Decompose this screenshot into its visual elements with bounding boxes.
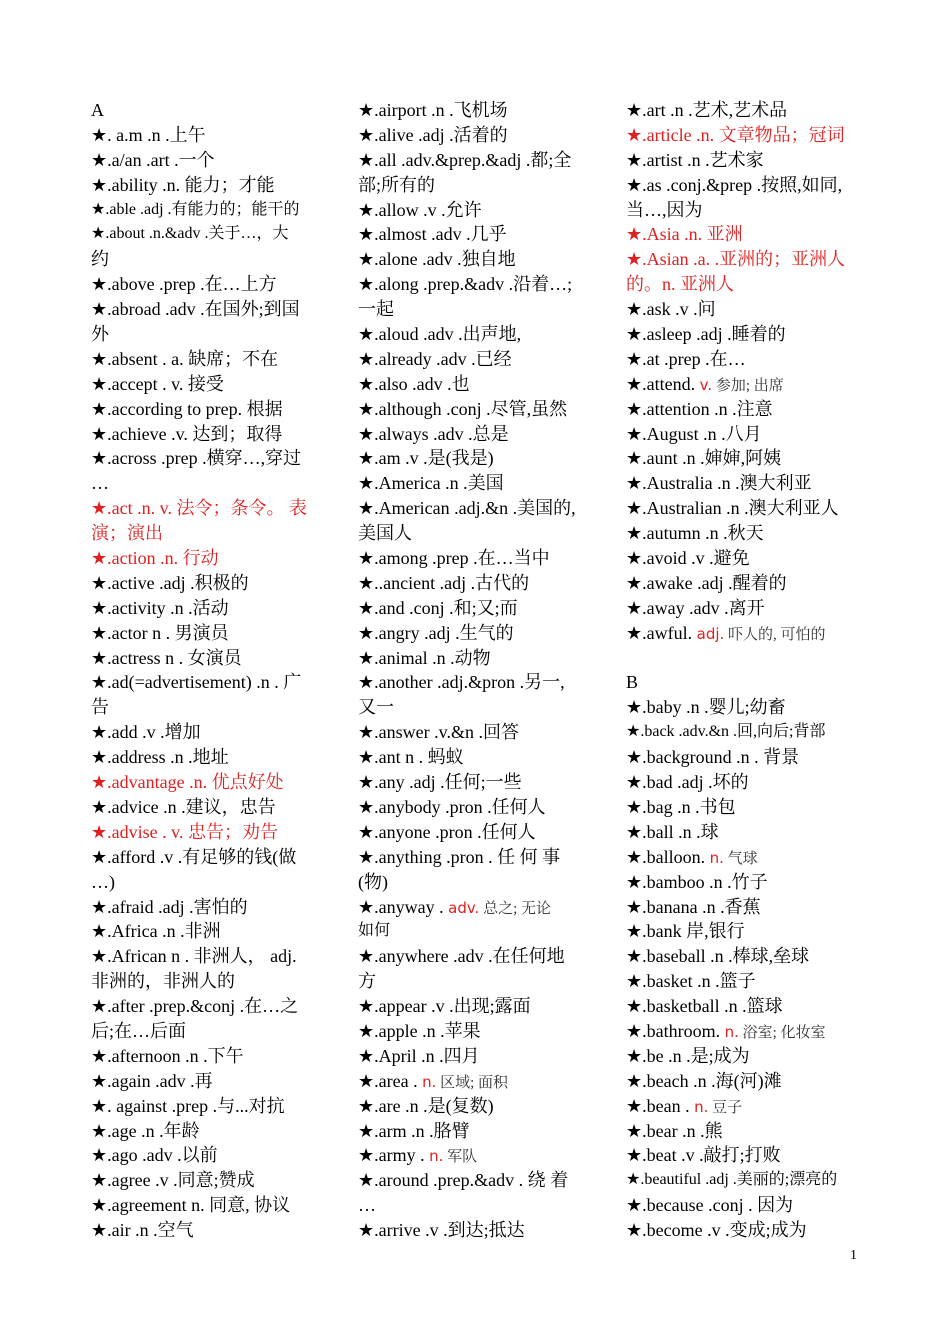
vocab-line	[91, 297, 327, 322]
vocab-line	[358, 820, 594, 845]
gloss: 浴室; 化妆室	[738, 1024, 826, 1041]
vocab-text: ★.beautiful .adj .美丽的;漂亮的	[626, 1171, 838, 1189]
vocab-line	[358, 1168, 594, 1193]
vocab-text: ★.aloud .adv .出声地,	[358, 324, 522, 345]
vocab-text: ★.actress n . 女演员	[91, 647, 242, 668]
vocab-line	[358, 1069, 594, 1094]
vocab-text: ★.Australian .n .澳大利亚人	[626, 498, 839, 519]
vocab-text: ★.be .n .是;成为	[626, 1045, 750, 1066]
vocab-text: ★.bear .n .熊	[626, 1120, 723, 1141]
vocab-text: …	[91, 473, 109, 494]
vocab-line	[358, 123, 594, 148]
vocab-line	[626, 422, 862, 447]
vocab-line	[91, 571, 327, 596]
vocab-line	[358, 695, 594, 720]
vocab-line	[91, 820, 327, 845]
part-of-speech: n.	[709, 848, 724, 867]
vocab-text: A	[91, 100, 104, 120]
vocab-line	[91, 770, 327, 795]
vocab-line	[358, 521, 594, 546]
vocab-text: ★.background .n . 背景	[626, 747, 800, 768]
vocab-line	[626, 1218, 862, 1243]
vocab-text: ★.action .n. 行动	[91, 548, 219, 569]
vocab-line	[358, 446, 594, 471]
vocab-text: ★.appear .v .出现;露面	[358, 996, 531, 1017]
vocab-line	[91, 1094, 327, 1119]
vocab-line	[626, 173, 862, 198]
vocab-line	[626, 1168, 862, 1193]
vocab-text: ★.aunt .n .婶婶,阿姨	[626, 448, 782, 469]
part-of-speech: v.	[699, 375, 713, 394]
vocab-text: ★.arrive .v .到达;抵达	[358, 1220, 525, 1241]
vocab-line	[91, 845, 327, 870]
vocab-text: ★.attention .n .注意	[626, 398, 773, 419]
vocab-text: ★.bean .	[626, 1095, 695, 1116]
vocab-text: ★.beat .v .敲打;打败	[626, 1145, 781, 1166]
vocab-text: ★.away .adv .离开	[626, 597, 765, 618]
vocab-line	[91, 1044, 327, 1069]
vocab-text: ★.address .n .地址	[91, 747, 229, 768]
vocab-text: ★.achieve .v. 达到；取得	[91, 423, 283, 444]
vocab-text: ★.African n . 非洲人， adj.	[91, 946, 297, 967]
vocab-line	[358, 1193, 594, 1218]
vocab-text: ★.ask .v .问	[626, 299, 716, 320]
vocab-text: ★.all .adv.&prep.&adj .都;全	[358, 149, 572, 170]
vocab-text: 部;所有的	[358, 174, 436, 195]
vocab-line	[358, 770, 594, 795]
vocab-text: ★.add .v .增加	[91, 722, 201, 743]
vocab-text: ★.autumn .n .秋天	[626, 523, 764, 544]
vocab-text: ★.although .conj .尽管,虽然	[358, 398, 568, 419]
vocab-text: ★.answer .v.&n .回答	[358, 722, 519, 743]
vocab-line	[358, 1119, 594, 1144]
vocab-text: 方	[358, 971, 376, 992]
vocab-line	[626, 895, 862, 920]
vocab-text: ★.also .adv .也	[358, 373, 470, 394]
vocab-text: …	[358, 1195, 376, 1216]
vocab-text: 当…,因为	[626, 199, 703, 220]
vocab-line	[626, 148, 862, 173]
vocab-text: ★..ancient .adj .古代的	[358, 572, 530, 593]
vocab-text: ★.are .n .是(复数)	[358, 1095, 494, 1116]
vocab-text: ★.bank 岸,银行	[626, 921, 745, 942]
vocab-text: 告	[91, 697, 109, 718]
vocab-line	[626, 621, 862, 646]
vocab-text: ★.anything .pron . 任 何 事	[358, 846, 561, 867]
vocab-line	[358, 347, 594, 372]
vocab-text: ★.army .	[358, 1145, 430, 1166]
vocab-text: 如何	[358, 922, 391, 940]
vocab-line	[91, 1143, 327, 1168]
vocab-line	[626, 695, 862, 720]
vocab-text: ★.basket .n .篮子	[626, 971, 756, 992]
vocab-text: ★.ball .n .球	[626, 821, 719, 842]
vocab-line	[626, 123, 862, 148]
vocab-text: ★.balloon.	[626, 846, 710, 867]
vocab-text: ★.Asian .a. .亚洲的；亚洲人	[626, 249, 846, 270]
vocab-text: ★.a/an .art .一个	[91, 149, 215, 170]
vocab-text: ★.am .v .是(我是)	[358, 448, 494, 469]
vocab-line	[358, 148, 594, 173]
vocab-line	[358, 272, 594, 297]
vocab-text: ★.attend.	[626, 373, 700, 394]
vocab-text: 约	[91, 249, 109, 270]
vocab-text: ★.advice .n .建议，忠告	[91, 796, 276, 817]
vocab-line	[358, 372, 594, 397]
vocab-line	[626, 222, 862, 247]
vocab-line	[626, 845, 862, 870]
vocab-text: ★.along .prep.&adv .沿着…;	[358, 274, 573, 295]
vocab-text: ★.at .prep .在…	[626, 348, 746, 369]
vocab-line	[358, 895, 594, 920]
vocab-text: ★. against .prep .与...对抗	[91, 1095, 285, 1116]
vocab-text: ★.August .n .八月	[626, 423, 762, 444]
vocab-line	[358, 173, 594, 198]
vocab-text: ★.basketball .n .篮球	[626, 996, 783, 1017]
vocab-line	[626, 322, 862, 347]
vocab-text: ★.bamboo .n .竹子	[626, 871, 768, 892]
vocab-line	[91, 347, 327, 372]
vocab-line	[358, 397, 594, 422]
vocab-text: 美国人	[358, 523, 412, 544]
vocab-line	[358, 546, 594, 571]
vocab-text: ★.become .v .变成;成为	[626, 1220, 807, 1241]
vocab-line	[358, 1094, 594, 1119]
vocab-line	[358, 621, 594, 646]
vocab-line	[91, 621, 327, 646]
vocab-text: ★.America .n .美国	[358, 473, 504, 494]
vocab-text: ★.act .n. v. 法令；条令。 表	[91, 498, 307, 519]
vocab-text: ★.air .n .空气	[91, 1220, 194, 1241]
vocab-line	[358, 596, 594, 621]
vocab-text: ★.Asia .n. 亚洲	[626, 224, 743, 245]
vocab-line	[91, 422, 327, 447]
vocab-line	[91, 1193, 327, 1218]
vocab-line	[358, 322, 594, 347]
vocab-line	[91, 646, 327, 671]
vocab-text: ★.already .adv .已经	[358, 348, 512, 369]
vocab-line	[91, 1019, 327, 1044]
vocab-line	[358, 969, 594, 994]
vocab-line	[626, 745, 862, 770]
vocab-text: ★.bad .adj .坏的	[626, 772, 749, 793]
vocab-text: ★.April .n .四月	[358, 1045, 480, 1066]
vocab-line	[358, 1044, 594, 1069]
vocab-line	[91, 1168, 327, 1193]
vocab-line	[358, 471, 594, 496]
vocab-line	[626, 596, 862, 621]
vocab-line	[626, 1069, 862, 1094]
vocab-line	[358, 646, 594, 671]
vocab-line	[626, 297, 862, 322]
vocab-line	[626, 994, 862, 1019]
gloss: 参加; 出席	[712, 377, 784, 394]
vocab-text: ★. a.m .n .上午	[91, 124, 206, 145]
vocab-line	[626, 546, 862, 571]
vocab-text: 一起	[358, 299, 394, 320]
vocab-text: ★.always .adv .总是	[358, 423, 509, 444]
vocab-text: ★.Africa .n .非洲	[91, 921, 221, 942]
vocab-line	[626, 1094, 862, 1119]
vocab-line	[626, 1019, 862, 1044]
vocab-text: ★.alive .adj .活着的	[358, 124, 508, 145]
vocab-text: ★.banana .n .香蕉	[626, 896, 761, 917]
vocab-text: ★.afternoon .n .下午	[91, 1045, 244, 1066]
vocab-text: ★.as .conj.&prep .按照,如同,	[626, 174, 843, 195]
vocab-text: ★.able .adj .有能力的；能干的	[91, 200, 300, 218]
vocab-text: ★.avoid .v .避免	[626, 548, 750, 569]
vocab-line	[626, 446, 862, 471]
vocab-text: ★.article .n. 文章物品；冠词	[626, 124, 845, 145]
vocab-line	[626, 870, 862, 895]
vocab-text: ★.active .adj .积极的	[91, 572, 249, 593]
vocab-line	[626, 1143, 862, 1168]
vocab-text: …)	[91, 871, 115, 892]
vocab-text: ★.art .n .艺术,艺术品	[626, 100, 788, 120]
vocab-line	[91, 471, 327, 496]
vocab-text: (物)	[358, 871, 388, 892]
vocab-line	[91, 994, 327, 1019]
vocab-line	[91, 720, 327, 745]
vocab-line	[91, 272, 327, 297]
vocab-column-1	[91, 98, 327, 1243]
vocab-text: ★.activity .n .活动	[91, 597, 229, 618]
vocab-line	[626, 397, 862, 422]
vocab-line	[91, 944, 327, 969]
vocab-line	[91, 795, 327, 820]
vocab-line	[626, 496, 862, 521]
vocab-column-2	[358, 98, 594, 1243]
vocab-line	[91, 596, 327, 621]
vocab-text: ★.anywhere .adv .在任何地	[358, 946, 565, 967]
vocab-line	[626, 944, 862, 969]
vocab-line	[91, 695, 327, 720]
vocab-text: ★.anyway .	[358, 896, 449, 917]
vocab-text: ★.around .prep.&adv . 绕 着	[358, 1170, 569, 1191]
vocab-line	[358, 297, 594, 322]
vocab-text: ★.asleep .adj .睡着的	[626, 324, 786, 345]
vocab-line	[358, 1019, 594, 1044]
vocab-text: ★.after .prep.&conj .在…之	[91, 996, 299, 1017]
vocab-text: ★.afraid .adj .害怕的	[91, 896, 248, 917]
vocab-line	[91, 969, 327, 994]
vocab-text: ★.arm .n .胳臂	[358, 1120, 470, 1141]
vocab-line	[626, 795, 862, 820]
vocab-text: ★.above .prep .在…上方	[91, 274, 277, 295]
vocab-text: ★.bag .n .书包	[626, 796, 736, 817]
vocab-text: ★.ago .adv .以前	[91, 1145, 218, 1166]
vocab-text: 又一	[358, 697, 394, 718]
vocab-line	[91, 1218, 327, 1243]
vocab-text: ★.bathroom.	[626, 1020, 725, 1041]
vocab-text: B	[626, 672, 639, 693]
vocab-line	[626, 247, 862, 272]
vocab-text: 外	[91, 324, 109, 345]
vocab-text: ★.according to prep. 根据	[91, 398, 283, 419]
vocab-text: ★.apple .n .苹果	[358, 1020, 481, 1041]
vocab-text: ★.awake .adj .醒着的	[626, 572, 787, 593]
part-of-speech: n.	[429, 1147, 444, 1166]
vocab-text: ★.area .	[358, 1070, 423, 1091]
vocab-text: ★.about .n.&adv .关于…，大	[91, 225, 289, 243]
gloss: 气球	[723, 850, 758, 867]
vocab-text: ★.almost .adv .几乎	[358, 224, 507, 245]
vocab-line	[626, 521, 862, 546]
vocab-text: ★.animal .n .动物	[358, 647, 491, 668]
vocab-line	[91, 496, 327, 521]
page-number: 1	[850, 1248, 857, 1263]
vocab-text: ★.artist .n .艺术家	[626, 149, 764, 170]
vocab-line	[91, 546, 327, 571]
vocab-line	[358, 720, 594, 745]
vocab-line	[358, 795, 594, 820]
vocab-line	[91, 372, 327, 397]
vocab-line	[626, 720, 862, 745]
vocab-line	[626, 969, 862, 994]
vocab-line	[626, 372, 862, 397]
vocab-line	[91, 521, 327, 546]
vocab-line	[626, 571, 862, 596]
vocab-line	[91, 870, 327, 895]
vocab-line	[91, 322, 327, 347]
vocab-text: ★.advantage .n. 优点好处	[91, 772, 284, 793]
vocab-text: 的。n. 亚洲人	[626, 274, 734, 295]
vocab-line	[358, 1143, 594, 1168]
vocab-text: ★.abroad .adv .在国外;到国	[91, 299, 300, 320]
vocab-text: ★.afford .v .有足够的钱(做	[91, 846, 297, 867]
vocab-line	[91, 123, 327, 148]
vocab-text: ★.ant n . 蚂蚁	[358, 747, 464, 768]
vocab-line	[626, 820, 862, 845]
vocab-line	[626, 770, 862, 795]
vocab-line	[91, 148, 327, 173]
vocab-text: ★.anyone .pron .任何人	[358, 821, 536, 842]
vocab-text: ★.among .prep .在…当中	[358, 548, 550, 569]
vocab-line	[91, 919, 327, 944]
vocab-text: ★.ability .n. 能力；才能	[91, 174, 275, 195]
gloss: 军队	[443, 1149, 478, 1166]
vocab-line	[626, 1119, 862, 1144]
vocab-text: ★.accept . v. 接受	[91, 373, 224, 394]
vocab-text: ★.airport .n .飞机场	[358, 100, 508, 120]
part-of-speech: adv.	[448, 898, 480, 917]
vocab-line	[358, 98, 594, 123]
blank-line	[626, 646, 862, 671]
vocab-text: ★.allow .v .允许	[358, 199, 482, 220]
vocab-text: ★.agreement n. 同意, 协议	[91, 1195, 291, 1216]
vocab-text: ★.agree .v .同意;赞成	[91, 1170, 255, 1191]
vocab-line	[91, 247, 327, 272]
vocab-line	[626, 198, 862, 223]
vocab-line	[91, 1119, 327, 1144]
part-of-speech: n.	[422, 1072, 437, 1091]
vocab-text: ★.another .adj.&pron .另一,	[358, 672, 565, 693]
vocab-text: ★.baseball .n .棒球,垒球	[626, 946, 810, 967]
vocab-text: ★.age .n .年龄	[91, 1120, 200, 1141]
part-of-speech: n.	[724, 1022, 739, 1041]
vocab-line	[626, 670, 862, 695]
vocab-text: ★.alone .adv .独自地	[358, 249, 516, 270]
vocab-line	[91, 670, 327, 695]
vocab-line	[91, 895, 327, 920]
part-of-speech: adj.	[696, 624, 725, 643]
vocab-line	[358, 870, 594, 895]
vocab-line	[626, 471, 862, 496]
vocab-text: ★.back .adv.&n .回,向后;背部	[626, 723, 826, 741]
vocab-line	[358, 571, 594, 596]
vocab-line	[358, 422, 594, 447]
vocab-line	[358, 1218, 594, 1243]
vocab-line	[358, 247, 594, 272]
vocab-text: ★.anybody .pron .任何人	[358, 796, 546, 817]
vocab-line	[358, 944, 594, 969]
vocab-text: ★.beach .n .海(河)滩	[626, 1070, 782, 1091]
vocab-line	[626, 919, 862, 944]
vocab-line	[626, 347, 862, 372]
vocab-column-3	[626, 98, 862, 1243]
vocab-line	[91, 98, 327, 123]
vocab-line	[91, 446, 327, 471]
vocab-line	[358, 198, 594, 223]
vocab-text: ★.awful.	[626, 622, 697, 643]
gloss: 豆子	[708, 1099, 743, 1116]
gloss: 区域; 面积	[436, 1074, 509, 1091]
vocab-line	[626, 1193, 862, 1218]
vocab-text: ★.and .conj .和;又;而	[358, 597, 518, 618]
gloss: 吓人的, 可怕的	[724, 626, 826, 643]
vocab-text: 后;在…后面	[91, 1020, 187, 1041]
vocab-line	[626, 1044, 862, 1069]
vocab-text: ★.because .conj . 因为	[626, 1195, 794, 1216]
vocab-line	[91, 222, 327, 247]
vocab-text: ★.ad(=advertisement) .n . 广	[91, 672, 302, 693]
vocab-text: ★.angry .adj .生气的	[358, 622, 514, 643]
vocab-line	[358, 496, 594, 521]
vocab-text: ★.any .adj .任何;一些	[358, 772, 522, 793]
vocab-line	[91, 1069, 327, 1094]
vocab-line	[91, 397, 327, 422]
vocab-line	[358, 745, 594, 770]
vocab-text: ★.again .adv .再	[91, 1070, 213, 1091]
vocab-text: ★.Australia .n .澳大利亚	[626, 473, 812, 494]
vocab-line	[358, 845, 594, 870]
vocab-line	[91, 173, 327, 198]
vocab-line	[358, 222, 594, 247]
vocab-line	[358, 994, 594, 1019]
vocab-text: 演；演出	[91, 523, 163, 544]
gloss: 总之; 无论	[479, 900, 551, 917]
vocab-text: ★.across .prep .横穿…,穿过	[91, 448, 302, 469]
vocab-text: ★.actor n . 男演员	[91, 622, 229, 643]
vocab-text: ★.American .adj.&n .美国的,	[358, 498, 576, 519]
vocab-line	[626, 272, 862, 297]
vocab-line	[358, 670, 594, 695]
vocab-text: ★.absent . a. 缺席；不在	[91, 348, 279, 369]
vocab-text: ★.baby .n .婴儿;幼畜	[626, 697, 786, 718]
vocab-line	[626, 98, 862, 123]
vocab-line	[91, 745, 327, 770]
vocab-line	[91, 198, 327, 223]
vocab-text: 非洲的，非洲人的	[91, 971, 235, 992]
vocab-line	[358, 919, 594, 944]
vocab-text: ★.advise . v. 忠告；劝告	[91, 821, 278, 842]
part-of-speech: n.	[694, 1097, 709, 1116]
